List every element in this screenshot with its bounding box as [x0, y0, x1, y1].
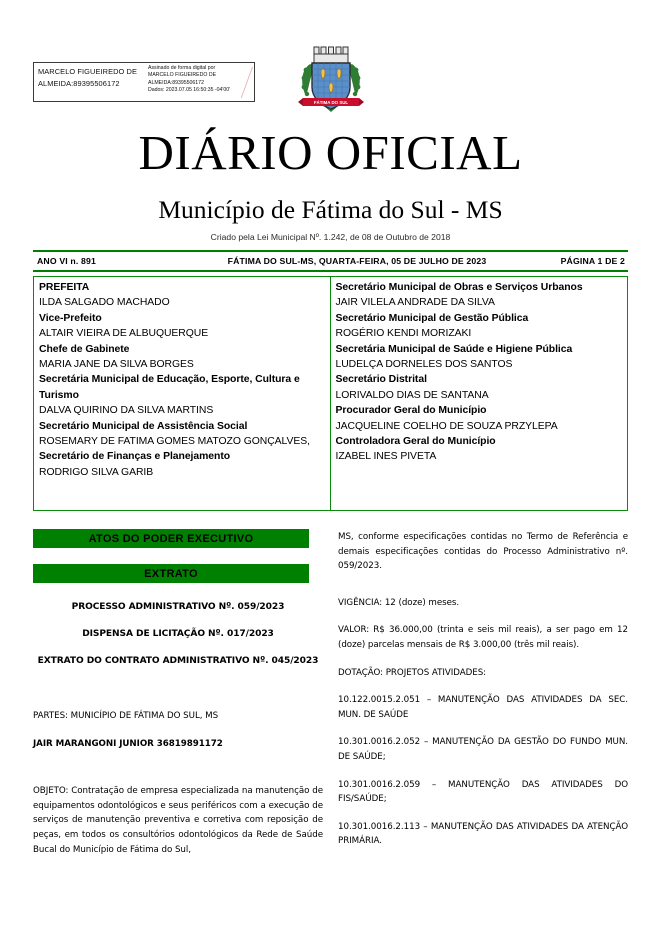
official-title: Secretário de Finanças e Planejamento [39, 451, 231, 463]
official-entry [336, 372, 622, 403]
paragraph-objeto: OBJETO: Contratação de empresa especializada na manutenção de equipamentos odontológicos e seus periféricos com a execução de serviços de manutenção preventiva e corretiva com reposição de peças, em todos os consultórios odontológicos da Rede de Saúde Bucal do Município de Fátima do Sul, [33, 786, 323, 855]
officials-left-column [34, 277, 331, 510]
signature-signer [34, 63, 144, 101]
official-entry [39, 311, 324, 342]
official-entry [39, 372, 324, 418]
official-entry [336, 403, 622, 434]
issue-page-number: PÁGINA 1 DE 2 [560, 256, 625, 266]
official-entry [39, 342, 324, 373]
official-name: IZABEL INES PIVETA [335, 451, 437, 463]
officials-table [33, 276, 628, 511]
official-entry [336, 311, 622, 342]
digital-signature-stamp [33, 62, 255, 102]
official-title: Chefe de Gabinete [39, 343, 130, 355]
official-name: MARIA JANE DA SILVA BORGES [39, 359, 194, 371]
official-name: JACQUELINE COELHO DE SOUZA PRZYLEPA [335, 420, 558, 432]
signature-signer-line2: ALMEIDA:89395506172 [38, 78, 120, 88]
paragraph-partes: PARTES: MUNICÍPIO DE FÁTIMA DO SUL, MS [33, 711, 219, 721]
masthead-law-line: Criado pela Lei Municipal Nº. 1.242, de 08 de Outubro de 2018 [210, 232, 451, 242]
official-name: RODRIGO SILVA GARIB [39, 466, 154, 478]
signature-details [144, 63, 254, 101]
official-title: Secretária Municipal de Educação, Esporte, Cultura e Turismo [39, 374, 300, 401]
heading-dispensa-licitacao: DISPENSA DE LICITAÇÃO Nº. 017/2023 [82, 629, 274, 639]
paragraph-dotacao-heading: DOTAÇÃO: PROJETOS ATIVIDADES: [338, 667, 487, 678]
paragraph-vigencia: VIGÊNCIA: 12 (doze) meses. [338, 597, 460, 608]
issue-year-number: ANO VI n. 891 [37, 256, 96, 266]
paragraph-dotacao-item: 10.301.0016.2.059 – MANUTENÇÃO DAS ATIVIDADES DO FIS/SAÚDE; [338, 779, 628, 805]
official-title: PREFEITA [39, 282, 90, 293]
official-title: Secretário Municipal de Gestão Pública [335, 312, 529, 324]
issue-info-bar [33, 250, 628, 272]
official-title: Secretário Municipal de Assistência Social [39, 420, 248, 432]
paragraph-objeto-continuation: MS, conforme especificações contidas no Termo de Referência e demais especificações contidas do Processo Administrativo nº. 059/2023. [338, 532, 628, 572]
official-name: LORIVALDO DIAS DE SANTANA [335, 389, 489, 401]
official-name: DALVA QUIRINO DA SILVA MARTINS [39, 405, 214, 417]
official-entry [336, 342, 622, 373]
official-name: JAIR VILELA ANDRADE DA SILVA [335, 297, 495, 309]
municipal-coat-of-arms-icon [297, 42, 365, 124]
official-entry [39, 280, 324, 311]
signature-detail-line3: ALMEIDA:89395506172 [148, 79, 204, 86]
signature-detail-line4: Dados: 2023.07.05 16:50:35 -04'00' [148, 86, 231, 93]
spacer [33, 764, 323, 784]
officials-right-column [331, 277, 628, 510]
heading-extrato-contrato: EXTRATO DO CONTRATO ADMINISTRATIVO Nº. 045/2023 [37, 656, 319, 666]
official-entry [336, 434, 622, 465]
heading-processo-administrativo: PROCESSO ADMINISTRATIVO Nº. 059/2023 [71, 602, 285, 612]
official-title: Procurador Geral do Município [335, 405, 487, 417]
official-title: Vice-Prefeito [39, 312, 102, 324]
paragraph-valor: VALOR: R$ 36.000,00 (trinta e seis mil reais), a ser pago em 12 (doze) parcelas mensais de R$ 3.000,00 (três mil reais). [338, 625, 628, 650]
official-title: Secretário Municipal de Obras e Serviços Urbanos [335, 282, 583, 293]
official-name: ALTAIR VIEIRA DE ALBUQUERQUE [39, 328, 209, 340]
section-banner-atos-poder-executivo: ATOS DO PODER EXECUTIVO [33, 529, 309, 548]
spacer [33, 681, 323, 709]
issue-place-date: FÁTIMA DO SUL-MS, QUARTA-FEIRA, 05 DE JULHO DE 2023 [227, 256, 487, 266]
official-entry [336, 280, 622, 311]
official-name: ROGÉRIO KENDI MORIZAKI [335, 328, 472, 340]
official-title: Secretário Distrital [335, 374, 427, 386]
official-name: ILDA SALGADO MACHADO [39, 297, 170, 309]
signature-signer-line1: MARCELO FIGUEIREDO DE [38, 67, 138, 76]
paragraph-contratada: JAIR MARANGONI JUNIOR 36819891172 [33, 738, 223, 749]
official-entry [39, 449, 324, 480]
masthead-title: DIÁRIO OFICIAL [138, 125, 523, 180]
spacer [338, 587, 628, 596]
masthead-subtitle: Município de Fátima do Sul - MS [158, 195, 503, 224]
official-title: Controladora Geral do Município [335, 436, 496, 448]
paragraph-dotacao-item: 10.301.0016.2.052 – MANUTENÇÃO DA GESTÃO DO FUNDO MUN. DE SAÚDE; [338, 737, 628, 762]
paragraph-dotacao-item: 10.301.0016.2.113 – MANUTENÇÃO DAS ATIVIDADES DA ATENÇÃO PRIMÁRIA. [338, 821, 628, 847]
paragraph-dotacao-item: 10.122.0015.2.051 – MANUTENÇÃO DAS ATIVIDADES DA SEC. MUN. DE SAÚDE [338, 695, 628, 720]
official-name: ROSEMARY DE FATIMA GOMES MATOZO GONÇALVES, [39, 436, 310, 448]
content-column-right [338, 530, 628, 849]
official-title: Secretária Municipal de Saúde e Higiene Pública [335, 343, 573, 355]
section-banner-extrato: EXTRATO [33, 564, 309, 583]
official-name: LUDELÇA DORNELES DOS SANTOS [335, 359, 513, 371]
signature-detail-line2: MARCELO FIGUEIREDO DE [148, 72, 217, 79]
official-entry [39, 419, 324, 450]
signature-detail-line1: Assinado de forma digital por [148, 65, 216, 71]
crest-banner-text: FÁTIMA DO SUL [313, 100, 349, 105]
content-column-left [33, 600, 323, 857]
